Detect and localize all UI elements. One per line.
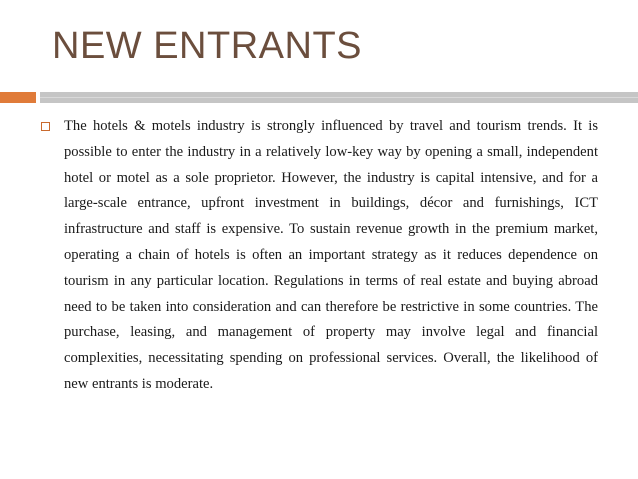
square-bullet-icon — [41, 122, 50, 131]
accent-bar — [0, 92, 36, 103]
bullet-paragraph: The hotels & motels industry is strongly influenced by travel and tourism trends. It is possible to enter the industry in a relatively low-key way by opening a small, independent hotel or motel as a sole proprietor. However, the industry is capital intensive, and for a large-scale entrance, upfront investment in buildings, décor and furnishings, ICT infrastructure and staff is expensive. To sustain revenue growth in the premium market, operating a chain of hotels is often an important strategy as it reduces dependence on tourism in any particular location. Regulations in terms of real estate and buying abroad need to be taken into consideration and can therefore be restrictive in some countries. The purchase, leasing, and management of property may involve legal and financial complexities, necessitating spending on professional services. Overall, the likelihood of new entrants is moderate. — [64, 118, 598, 392]
divider-hairline — [40, 97, 638, 98]
slide-title: NEW ENTRANTS — [52, 25, 362, 67]
